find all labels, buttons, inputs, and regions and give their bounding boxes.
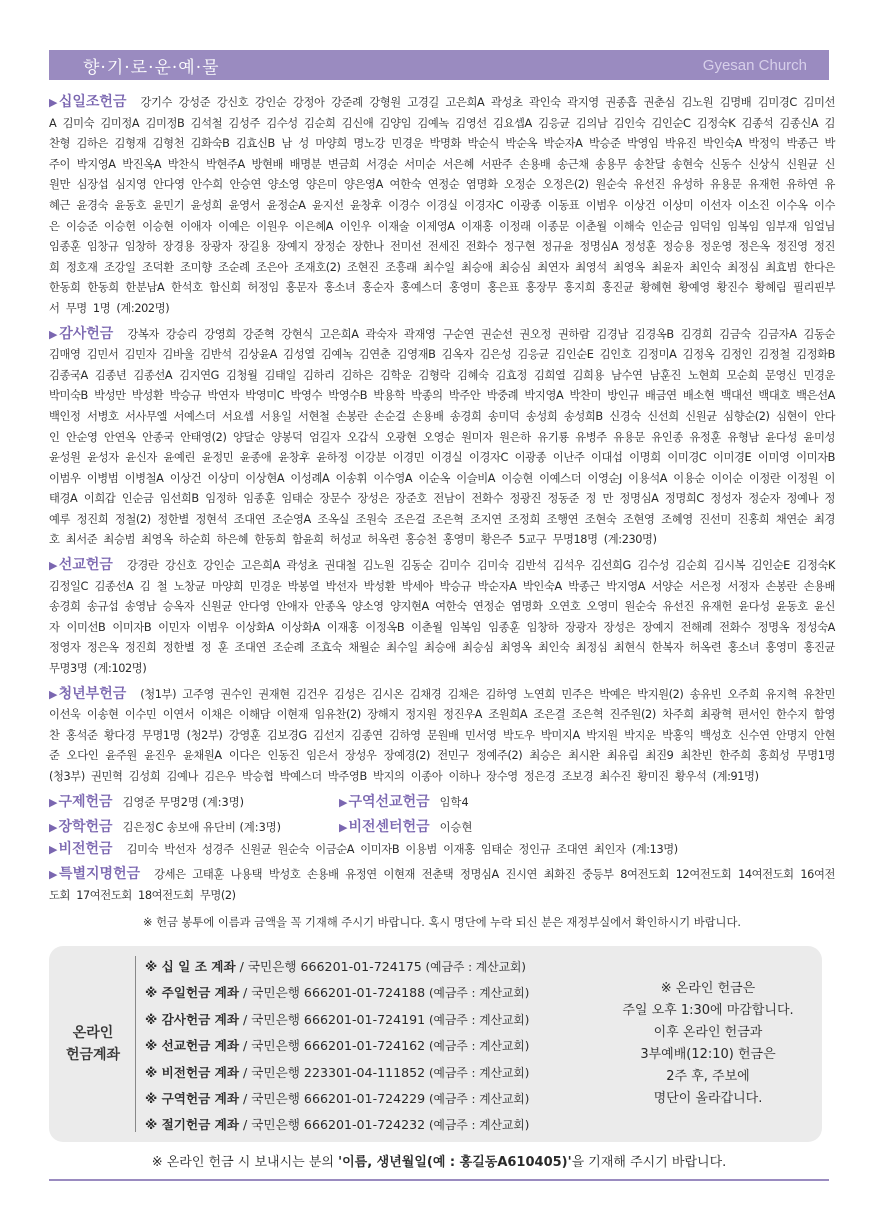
account-bank: / 국민은행 223301-04-111852: [239, 1064, 426, 1080]
account-bank: / 국민은행 666201-01-724229: [239, 1091, 426, 1107]
vision-center-title: [339, 819, 430, 835]
scholarship-title: [49, 819, 113, 835]
account-row: [145, 1007, 529, 1033]
relief-title: [49, 794, 113, 810]
account-row: [145, 1060, 529, 1086]
account-name: ※ 선교헌금 계좌: [145, 1038, 240, 1054]
footer-suffix: 을 기재해 주시기 바랍니다.: [571, 1155, 727, 1170]
vision-names: 김미숙 박선자 성경주 신원균 원순숙 이금순A 이미자B 이용범 이재홍 임태순 정인규 조대연 최인자 (계:13명): [126, 842, 678, 856]
youth-title-text: 청년부헌금: [58, 685, 127, 702]
note-line: ※ 온라인 헌금은: [660, 981, 756, 996]
mission-names: 강경란 강신호 강인순 고은희A 곽성초 권대철 김노원 김동순 김미수 김미숙 김반석 김석우 김선희G 김수성 김순희 김시복 김인순E 김정숙K 김정일C 김종선A 김 철 노창균 마양희 민경운 박봉열 박선자 박성환 박세아 박승규 박순자A 박인숙A 박종근 박지영A 서양순 서은정 서정자 손봉란 손용배 송경희 송규섭 송영남 승옥자 신원균 안다영 안애자 안종옥 양소영 양지현A 여한숙 연정순 염명화 오연호 오영미 원순숙 유선진 유재헌 윤다성 윤동호 윤신자 이미선B 이미자B 이민자 이범우 이상화A 이상화A 이재홍 이정옥B 이춘월 임복임 임종훈 임창하 장광자 장성은 장예지 전해례 전화수 정명옥 정성숙A 정영자 정은옥 정진희 정한별 정 훈 조대연 조순례 조효숙 채월순 최수일 최승애 최승심 최영옥 최인숙 최정심 최현식 한복자 허옥련 홍소녀 홍영미 홍진균 무명3명 (계:102명): [49, 559, 835, 676]
arrow-icon: ▶: [339, 821, 348, 835]
account-row: [145, 980, 529, 1006]
online-footer-note: [49, 1151, 829, 1170]
mission-section: [49, 555, 835, 680]
arrow-icon: ▶: [49, 868, 58, 882]
relief-district-row: [49, 792, 835, 814]
note-line: 주일 오후 1:30에 마감합니다.: [622, 1003, 794, 1018]
arrow-icon: ▶: [49, 559, 58, 573]
note-line: 명단이 올라갑니다.: [653, 1091, 763, 1106]
tithe-title: [49, 94, 126, 110]
arrow-icon: ▶: [49, 842, 58, 856]
tithe-names: 강기수 강성준 강신호 강인순 강정아 강준례 강형원 고경길 고은희A 곽성초 곽인숙 곽지영 권종흡 권춘심 김노원 김명배 김미경C 김미선A 김미숙 김미정A 김미정B 김석철 김성주 김수성 김순희 김신애 김양임 김예녹 김영선 김요셉A 김응균 김의남 김인숙 김인순C 김정숙K 김종석 김종신A 김찬형 김하은 김형재 김형천 김화숙B 김효신B 남 성 마양희 명노강 민경운 박명화 박순식 박순옥 박순자A 박승준 박영임 박유진 박인숙A 박정익 박종근 박주이 박지영A 박진옥A 박찬식 박현주A 방현배 배명분 변금희 서경순 서미순 서은혜 서판주 손용배 송근채 송용무 송찬달 송현숙 신동수 신상식 신원균 신원만 심장섭 심지영 안다영 안수희 안승연 양소영 양은미 양은영A 여한숙 연정순 염명화 오정순 오정은(2) 원순숙 유선진 유성하 유용문 유재헌 유하연 유혜근 윤경숙 윤동호 윤민기 윤성희 윤영서 윤정순A 윤지선 윤창후 이경수 이경실 이경자C 이광종 이동표 이범우 이상건 이상미 이선자 이소진 이수옥 이수은 이승준 이승헌 이승현 이애자 이예은 이원우 이은혜A 이인우 이재술 이제영A 이재홍 이정래 이종문 이춘월 이해숙 인순금 임덕임 임복임 임부재 임얼님 임종훈 임창규 임창하 장경용 장광자 장길용 장예지 장정순 장한나 전미선 전세진 전화수 정구현 정규윤 정명심A 정성훈 정승용 정운영 정은옥 정진영 정진희 정호재 조강일 조덕환 조미향 조순례 조은아 조재호(2) 조현진 조흥래 최수일 최승애 최승심 최연자 최영석 최영옥 최윤자 최인숙 최정심 최효범 한다은 한동희 한동희 한분남A 한석호 함신희 허정임 홍문자 홍소녀 홍순자 홍예스더 홍영미 홍은표 홍장무 홍지희 홍진균 황혜현 황예영 황진수 황혜림 필리핀부서 무명 1명 (계:202명): [49, 96, 835, 315]
account-name: ※ 구역헌금 계좌: [145, 1091, 240, 1107]
thanks-section: [49, 324, 835, 552]
divider: [135, 956, 136, 1132]
account-name: ※ 십 일 조 계좌: [145, 959, 236, 974]
relief-names: 김영준 무명2명 (계:3명): [122, 795, 245, 809]
footer-prefix: ※ 온라인 헌금 시 보내시는 분의: [151, 1155, 339, 1170]
thanks-title: [49, 326, 113, 342]
account-holder: (예금주 : 계산교회): [425, 1092, 530, 1107]
arrow-icon: ▶: [49, 795, 58, 809]
note-line: 3부예배(12:10) 헌금은: [640, 1047, 776, 1062]
account-holder: (예금주 : 계산교회): [421, 960, 526, 974]
vision-title-text: 비전헌금: [58, 840, 113, 857]
account-name: ※ 감사헌금 계좌: [145, 1011, 240, 1027]
scholarship-section: [49, 817, 339, 839]
account-row: [145, 1112, 529, 1138]
scholarship-title-text: 장학헌금: [58, 819, 113, 836]
district-title-text: 구역선교헌금: [348, 793, 430, 810]
bottom-rule: [49, 1179, 829, 1181]
tithe-title-text: 십일조헌금: [58, 94, 127, 110]
note-line: 이후 온라인 헌금과: [653, 1025, 763, 1040]
mission-title-text: 선교헌금: [58, 557, 113, 574]
relief-title-text: 구제헌금: [58, 793, 113, 810]
youth-title: [49, 686, 126, 702]
district-names: 임학4: [439, 795, 469, 809]
district-title: [339, 794, 430, 810]
youth-section: [49, 684, 835, 788]
account-row: [145, 1033, 529, 1059]
account-holder: (예금주 : 계산교회): [425, 1065, 530, 1080]
relief-section: [49, 792, 339, 814]
special-section: [49, 864, 835, 906]
arrow-icon: ▶: [339, 795, 348, 809]
online-deadline-note: [603, 946, 813, 1142]
account-holder: (예금주 : 계산교회): [425, 1012, 530, 1027]
vision-center-names: 이승현: [439, 821, 473, 835]
envelope-notice: ※ 헌금 봉투에 이름과 금액을 꼭 기재해 주시기 바랍니다. 혹시 명단에 누락 되신 분은 재정부실에서 확인하시기 바랍니다.: [143, 915, 741, 929]
account-name: ※ 비전헌금 계좌: [145, 1064, 240, 1080]
account-name: ※ 주일헌금 계좌: [145, 985, 240, 1001]
online-account-box: [49, 946, 822, 1142]
special-title: [49, 866, 140, 882]
online-label-line1: 온라인: [72, 1025, 114, 1041]
account-row: [145, 1086, 529, 1112]
mission-title: [49, 557, 113, 573]
account-holder: (예금주 : 계산교회): [425, 1039, 530, 1054]
account-row: [145, 954, 529, 980]
account-name: ※ 절기헌금 계좌: [145, 1117, 240, 1133]
account-bank: / 국민은행 666201-01-724232: [239, 1117, 426, 1133]
tithe-section: [49, 92, 835, 320]
thanks-names: 강복자 강승리 강영희 강준혁 강현식 고은희A 곽숙자 곽재영 구순연 권순선 권오정 권하람 김경남 김경옥B 김경희 김금숙 김금자A 김동순 김매영 김민서 김민자 김바울 김반석 김상윤A 김성열 김예녹 김연춘 김영재B 김옥자 김은성 김응균 김인순E 김인호 김정미A 김정옥 김정인 김정철 김정화B 김종국A 김종년 김종선A 김지연G 김청월 김태일 김하리 김하은 김학운 김형락 김혜숙 김효정 김희열 김희용 남수연 남훈진 노현희 모순희 문영신 민경운 박미숙B 박성만 박성환 박승규 박연자 박영미C 박영수 박영수B 박용학 박종의 박주안 박중례 박지영A 박찬미 방인규 배금연 배소현 백대선 백대호 백은선A 백인정 서병호 서사무엘 서예스더 서요셉 서용일 서현철 손봉란 손순걸 손용배 송경희 송미덕 송성희 송성희B 신경숙 신선희 신원균 심향순(2) 심현이 안다인 안순영 안연옥 안종국 안태영(2) 양달순 양봉덕 엄길자 오갑식 오광현 오영순 원미자 원은하 유기룡 유병주 유용문 유인종 유정훈 유형남 윤다성 윤미성 윤성원 윤성자 윤신자 윤예린 윤정민 윤종애 윤창후 윤하정 이강분 이경민 이경실 이경자C 이광종 이난주 이대섭 이명희 이미경C 이미경E 이미영 이미자B 이범우 이병범 이병철A 이상건 이상미 이상현A 이성례A 이송휘 이수영A 이순옥 이슬비A 이승현 이예스더 이영순J 이용석A 이용순 이이순 이정란 이정원 이태경A 이희갑 인순금 임선희B 임정하 임종훈 임태순 장문수 장성은 장준호 전남이 전화수 정광진 정동준 정 만 정명심A 정명희C 정성자 정순자 정예나 정예루 정진희 정철(2) 정한별 정현석 조대연 조순영A 조옥실 조원숙 조은걸 조은혁 조지연 조정희 조행연 조현숙 조현영 조혜영 진선미 진홍희 채연순 최경호 최서준 최승범 최영옥 하순희 하은혜 한동희 함윤희 허성교 허옥련 홍승천 홍영미 황은주 5교구 무명18명 (계:230명): [49, 327, 835, 547]
account-holder: (예금주 : 계산교회): [425, 1118, 530, 1133]
account-holder: (예금주 : 계산교회): [425, 986, 530, 1001]
account-bank: / 국민은행 666201-01-724191: [239, 1011, 426, 1027]
footer-emphasis: '이름, 생년월일(예 : 홍길동A610405)': [338, 1155, 572, 1170]
vision-center-section: [339, 817, 472, 839]
church-name: Gyesan Church: [702, 56, 807, 74]
arrow-icon: ▶: [49, 821, 58, 835]
offering-list: [49, 92, 835, 933]
scholarship-names: 김은정C 송보애 유단비 (계:3명): [122, 821, 282, 835]
account-bank: / 국민은행 666201-01-724162: [239, 1038, 426, 1054]
vision-center-title-text: 비전센터헌금: [348, 819, 430, 836]
account-bank: / 국민은행 666201-01-724175: [235, 959, 422, 974]
account-list: [145, 954, 529, 1139]
vision-title: [49, 841, 113, 857]
account-bank: / 국민은행 666201-01-724188: [239, 985, 426, 1001]
thanks-title-text: 감사헌금: [59, 325, 114, 342]
arrow-icon: ▶: [49, 327, 59, 341]
note-line: 2주 후, 주보에: [666, 1069, 750, 1084]
page-title: 향·기·로·운·예·물: [83, 57, 220, 78]
vision-section: [49, 839, 835, 861]
district-section: [339, 792, 469, 814]
special-names: 강세은 고태훈 나용택 박성호 손용배 유정연 이현재 전춘택 정명심A 진시연 최화진 중등부 8여전도회 12여전도회 14여전도회 16여전도회 17여전도회 18여전도회 무명(2): [49, 868, 835, 902]
arrow-icon: ▶: [49, 96, 58, 109]
arrow-icon: ▶: [49, 687, 58, 701]
online-account-label: [49, 946, 137, 1142]
scholarship-vision-center-row: [49, 817, 835, 839]
youth-names: (청1부) 고주영 권수인 권재현 김건우 김성은 김시온 김채경 김채은 김하영 노연희 민주은 박예은 박지원(2) 송유빈 오주희 유지혁 유찬민 이선욱 이송현 이수민 이연서 이채은 이해담 이현재 임유찬(2) 장해지 정지원 정진우A 조원희A 조은결 조은혁 진주원(2) 차주희 최광혁 편서인 한수지 함영찬 홍석준 황다경 무명1명 (청2부) 강영훈 김보경G 김선지 김종연 김하영 문원배 민서영 박도우 박미지A 박지원 박지운 박홍익 백성호 신수연 안명지 안현준 오다인 윤주원 윤진우 윤채원A 이다은 인동진 임은서 장성우 장예경(2) 전민구 정예주(2) 최승은 최시완 최유림 최진9 최찬빈 한주희 홍희성 무명1명 (청3부) 권민혁 김성희 김예나 김은우 박승협 박예스더 박주영B 박지의 이종아 이하나 장수영 정은경 조보경 최수진 황미진 황우석 (계:91명): [49, 687, 835, 783]
special-title-text: 특별지명헌금: [58, 866, 141, 883]
page-header: [49, 50, 829, 80]
online-label-line2: 헌금계좌: [65, 1047, 121, 1063]
